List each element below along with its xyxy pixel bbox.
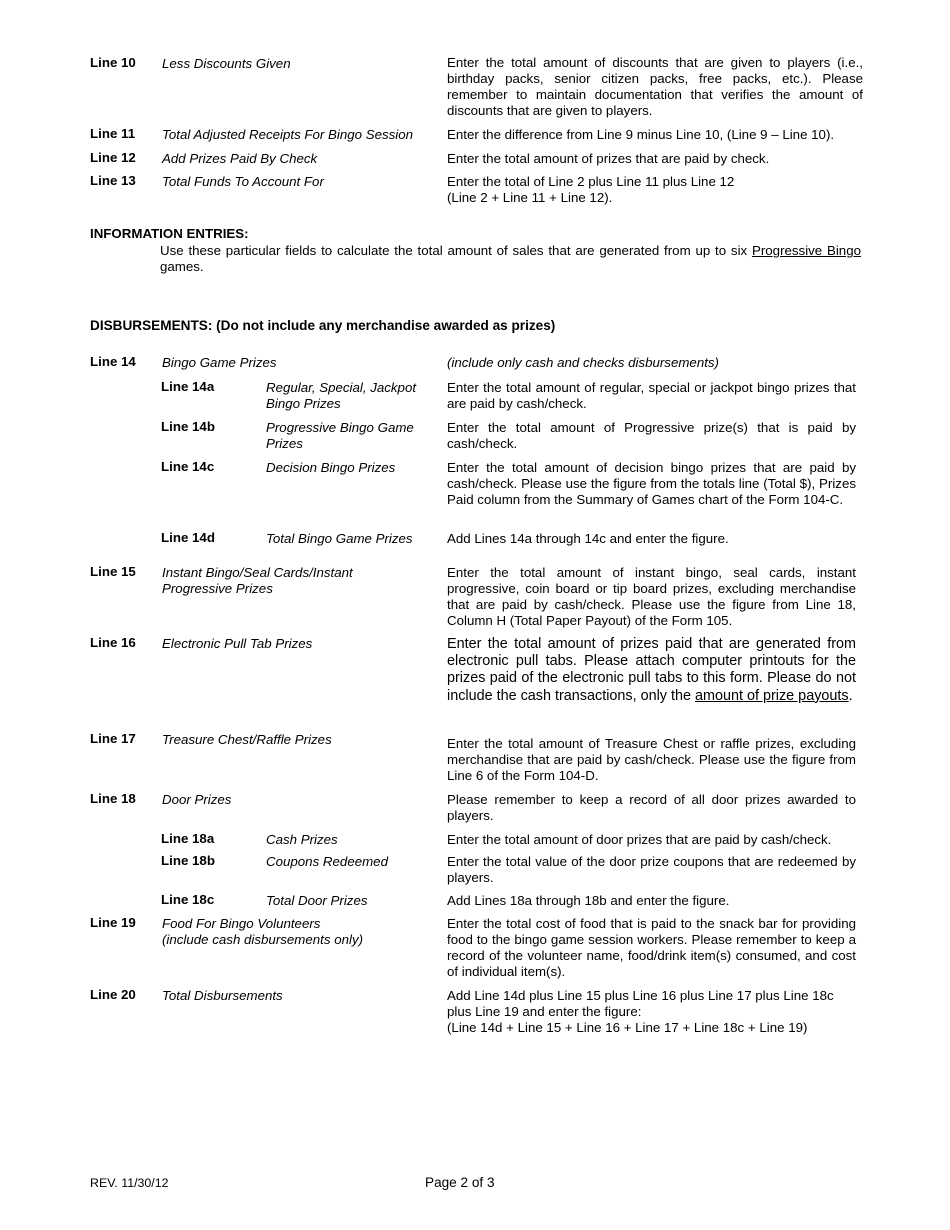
line-13-desc-line2: (Line 2 + Line 11 + Line 12).	[447, 190, 613, 205]
line-14c-label: Line 14c	[161, 459, 215, 474]
line-16-desc	[447, 636, 856, 705]
line-18a-label: Line 18a	[161, 831, 215, 846]
line-14a-label: Line 14a	[161, 379, 215, 394]
revision-date: REV. 11/30/12	[90, 1176, 169, 1190]
line-18a-desc: Enter the total amount of door prizes that are paid by cash/check.	[447, 832, 832, 847]
line-20-desc	[447, 988, 859, 1036]
line-14-title: Bingo Game Prizes	[162, 355, 277, 370]
line-20-desc-formula: (Line 14d + Line 15 + Line 16 + Line 17 + Line 18c + Line 19)	[447, 1020, 808, 1035]
line-10-title: Less Discounts Given	[162, 56, 291, 71]
line-18b-title: Coupons Redeemed	[266, 854, 388, 869]
information-entries-heading: INFORMATION ENTRIES:	[90, 226, 249, 241]
line-16-desc-text: Enter the total amount of prizes paid that are generated from electronic pull tabs. Please attach computer printouts for the prizes paid of the electronic pull tabs to this form. Please do not include the cash transactions, only the	[447, 636, 856, 704]
line-10-label: Line 10	[90, 55, 136, 70]
line-15-label: Line 15	[90, 564, 136, 579]
line-19-title-line2: (include cash disbursements only)	[162, 932, 364, 947]
line-14c-desc: Enter the total amount of decision bingo prizes that are paid by cash/check. Please use the figure from the totals line (Total $), Prizes Paid column from the Summary of Games chart of the Form 104-C.	[447, 460, 856, 507]
line-18a-title: Cash Prizes	[266, 832, 338, 847]
line-20-title: Total Disbursements	[162, 988, 283, 1003]
line-14b-desc: Enter the total amount of Progressive prize(s) that is paid by cash/check.	[447, 420, 856, 451]
line-14a-desc: Enter the total amount of regular, special or jackpot bingo prizes that are paid by cash/check.	[447, 380, 856, 411]
line-19-label: Line 19	[90, 915, 136, 930]
line-19-desc: Enter the total cost of food that is paid to the snack bar for providing food to the bingo game session workers. Please remember to keep a record of the volunteer name, food/drink item(s) consumed, and cost of individual item(s).	[447, 916, 856, 979]
line-18-label: Line 18	[90, 791, 136, 806]
line-18-title: Door Prizes	[162, 792, 232, 807]
page-number: Page 2 of 3	[425, 1175, 495, 1190]
disbursements-heading: DISBURSEMENTS: (Do not include any merchandise awarded as prizes)	[90, 318, 556, 333]
line-12-title: Add Prizes Paid By Check	[162, 151, 318, 166]
info-text-after: games.	[160, 259, 204, 274]
line-16-title: Electronic Pull Tab Prizes	[162, 636, 313, 651]
line-17-label: Line 17	[90, 731, 136, 746]
line-16-desc-end: .	[848, 687, 853, 704]
line-13-label: Line 13	[90, 173, 136, 188]
line-11-label: Line 11	[90, 126, 136, 141]
line-11-desc: Enter the difference from Line 9 minus Line 10, (Line 9 – Line 10).	[447, 127, 835, 142]
line-15-title: Instant Bingo/Seal Cards/Instant Progressive Prizes	[162, 565, 353, 596]
line-18c-label: Line 18c	[161, 892, 215, 907]
line-16-desc-underlined: amount of prize payouts	[695, 687, 849, 704]
line-11-title: Total Adjusted Receipts For Bingo Session	[162, 127, 414, 142]
line-14-desc: (include only cash and checks disbursements)	[447, 355, 719, 370]
line-19-title	[162, 916, 422, 948]
line-13-desc-line1: Enter the total of Line 2 plus Line 11 plus Line 12	[447, 174, 735, 189]
line-14b-label: Line 14b	[161, 419, 215, 434]
line-18-desc: Please remember to keep a record of all door prizes awarded to players.	[447, 792, 856, 823]
info-text-before: Use these particular fields to calculate the total amount of sales that are generated from up to six	[160, 243, 752, 258]
line-12-label: Line 12	[90, 150, 136, 165]
line-18b-desc: Enter the total value of the door prize coupons that are redeemed by players.	[447, 854, 856, 885]
progressive-bingo-link: Progressive Bingo	[751, 243, 861, 258]
line-14d-label: Line 14d	[161, 530, 215, 545]
line-16-label: Line 16	[90, 635, 136, 650]
line-18c-title: Total Door Prizes	[266, 893, 368, 908]
line-18c-desc: Add Lines 18a through 18b and enter the figure.	[447, 893, 730, 908]
line-14b-title: Progressive Bingo Game Prizes	[266, 420, 414, 451]
information-entries-text	[160, 243, 861, 275]
line-14c-title: Decision Bingo Prizes	[266, 460, 396, 475]
line-20-label: Line 20	[90, 987, 136, 1002]
line-14d-desc: Add Lines 14a through 14c and enter the figure.	[447, 531, 729, 546]
line-14d-title: Total Bingo Game Prizes	[266, 531, 413, 546]
line-13-desc	[447, 174, 867, 206]
line-13-title: Total Funds To Account For	[162, 174, 324, 189]
line-15-desc: Enter the total amount of instant bingo, seal cards, instant progressive, coin board or tip board prizes, excluding merchandise that are paid by cash/check. Please use the figure from Line 18, Column H (Total Paper Payout) of the Form 105.	[447, 565, 856, 628]
line-18b-label: Line 18b	[161, 853, 215, 868]
line-19-title-line1: Food For Bingo Volunteers	[162, 916, 321, 931]
line-12-desc: Enter the total amount of prizes that are paid by check.	[447, 151, 770, 166]
line-20-desc-text: Add Line 14d plus Line 15 plus Line 16 plus Line 17 plus Line 18c plus Line 19 and enter the figure:	[447, 988, 834, 1019]
line-14-label: Line 14	[90, 354, 136, 369]
line-17-title: Treasure Chest/Raffle Prizes	[162, 732, 332, 747]
line-10-desc: Enter the total amount of discounts that are given to players (i.e., birthday packs, senior citizen packs, free packs, etc.). Please remember to maintain documentation that verifies the amount of discounts that are given to players.	[447, 55, 863, 118]
line-17-desc: Enter the total amount of Treasure Chest or raffle prizes, excluding merchandise that are paid by cash/check. Please use the figure from Line 6 of the Form 104-D.	[447, 736, 856, 783]
line-14a-title: Regular, Special, Jackpot Bingo Prizes	[266, 380, 417, 411]
